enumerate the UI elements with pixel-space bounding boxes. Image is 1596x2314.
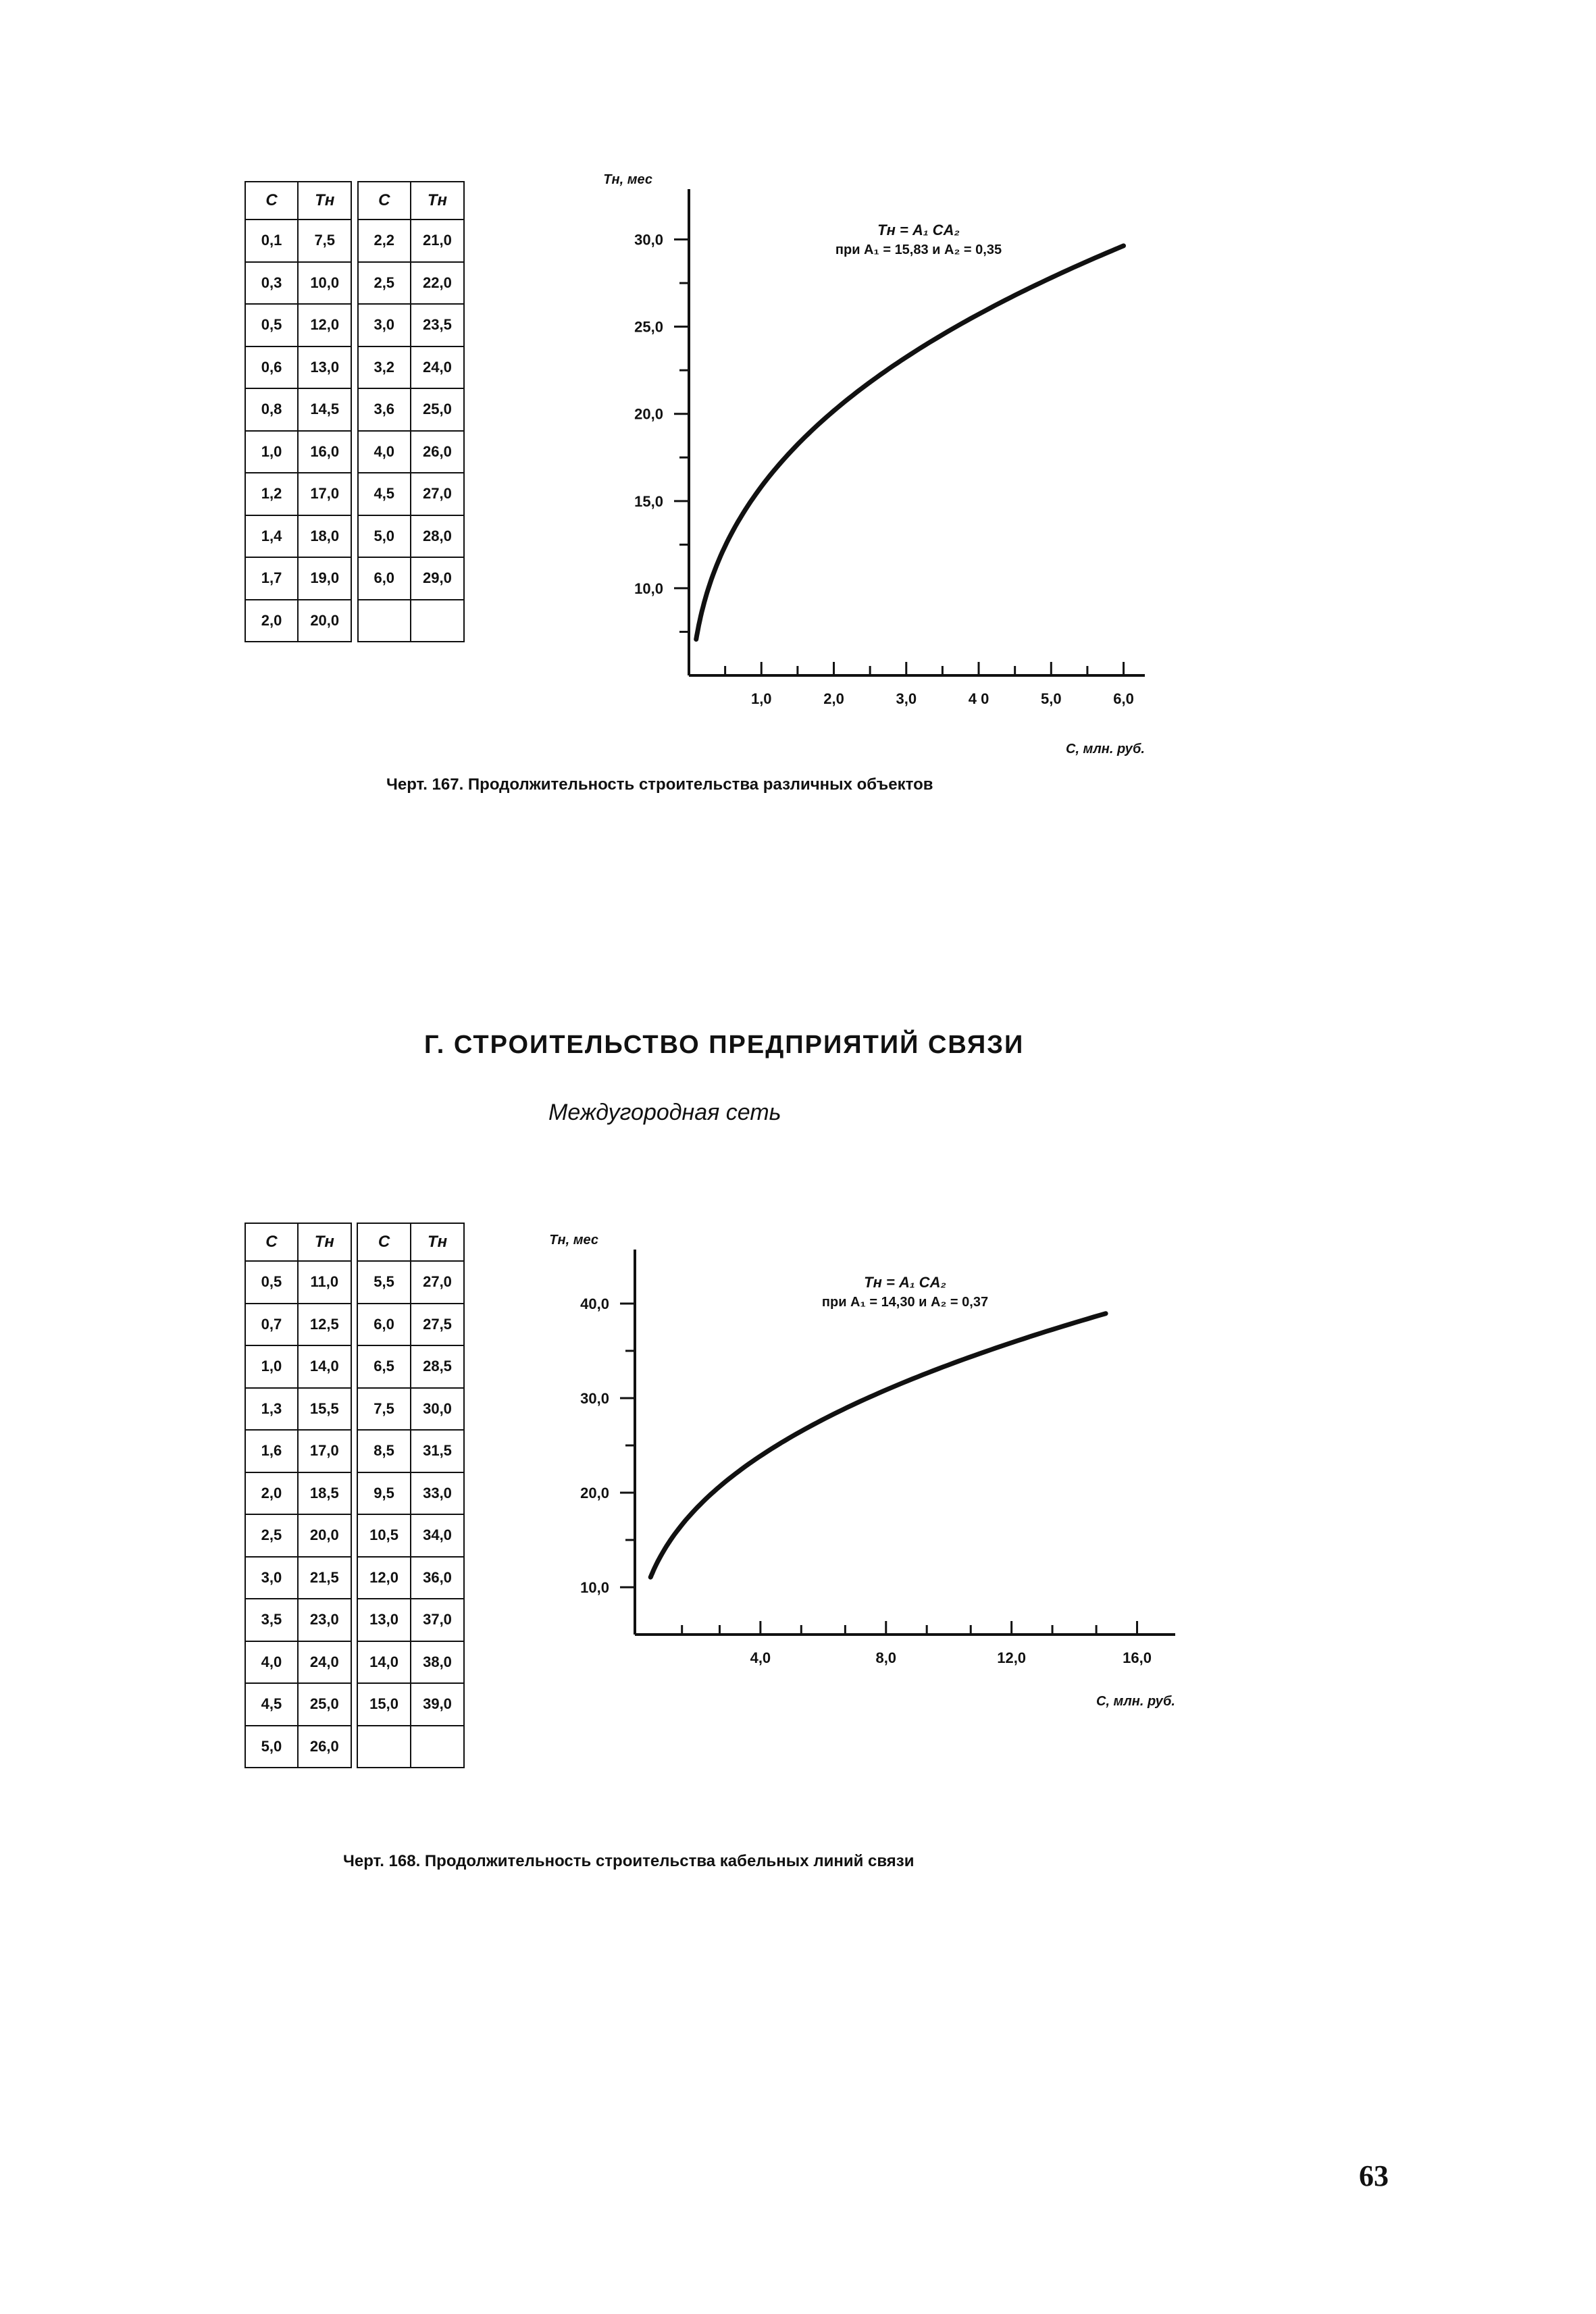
table-cell: 16,0 [298, 431, 351, 473]
table-cell: 2,2 [358, 220, 411, 262]
table-cell: 6,0 [357, 1304, 411, 1346]
table-cell: 21,5 [298, 1557, 351, 1599]
table-gap [351, 557, 357, 600]
table-row [245, 600, 464, 642]
x-tick-label: 1,0 [750, 690, 772, 707]
table-row [245, 262, 464, 305]
x-tick-label: 2,0 [823, 690, 844, 707]
table-row [245, 1430, 464, 1472]
table-cell: 33,0 [411, 1472, 464, 1515]
table-gap [351, 1223, 357, 1261]
table-cell: 10,0 [298, 262, 351, 305]
table-row [245, 1683, 464, 1726]
table-gap [351, 515, 357, 558]
table-cell: 24,0 [298, 1641, 351, 1684]
table-cell: 14,0 [298, 1345, 351, 1388]
table-cell: 3,0 [358, 304, 411, 346]
table-cell: 25,0 [298, 1683, 351, 1726]
table-cell: 24,0 [411, 346, 464, 389]
table-cell: 20,0 [298, 1514, 351, 1557]
table-gap [351, 1726, 357, 1768]
table-gap [351, 1514, 357, 1557]
formula-line-1: Tн = A₁ CA₂ [864, 1274, 946, 1291]
table-cell: 0,7 [245, 1304, 298, 1346]
table-row [245, 1345, 464, 1388]
table-header-cell: Tн [411, 182, 464, 220]
table-row [245, 1599, 464, 1641]
table-cell: 14,0 [357, 1641, 411, 1684]
table-cell: 34,0 [411, 1514, 464, 1557]
table-cell: 22,0 [411, 262, 464, 305]
table-cell: 27,0 [411, 1261, 464, 1304]
table-row [245, 1726, 464, 1768]
table-cell: 27,5 [411, 1304, 464, 1346]
table-cell: 5,0 [245, 1726, 298, 1768]
table-cell: 2,0 [245, 600, 298, 642]
table-cell: 9,5 [357, 1472, 411, 1515]
table-chart-167 [244, 181, 465, 642]
table-gap [351, 346, 357, 389]
table-cell: 1,6 [245, 1430, 298, 1472]
table-cell: 3,6 [358, 388, 411, 431]
y-tick-label: 20,0 [634, 405, 663, 423]
table-cell: 25,0 [411, 388, 464, 431]
table-gap [351, 431, 357, 473]
table-gap [351, 1557, 357, 1599]
formula-line-2: при A₁ = 15,83 и A₂ = 0,35 [835, 242, 1002, 257]
table-gap [351, 1683, 357, 1726]
table-cell: 7,5 [357, 1388, 411, 1431]
table-cell: 19,0 [298, 557, 351, 600]
series-line [696, 246, 1124, 640]
chart-167 [588, 155, 1277, 783]
table-row [245, 1514, 464, 1557]
table-cell: 17,0 [298, 473, 351, 515]
table-gap [351, 1388, 357, 1431]
table-cell: 26,0 [411, 431, 464, 473]
table-cell: 11,0 [298, 1261, 351, 1304]
table-cell [411, 1726, 464, 1768]
table-cell: 2,0 [245, 1472, 298, 1515]
table-cell: 28,5 [411, 1345, 464, 1388]
table-cell: 3,5 [245, 1599, 298, 1641]
table-cell: 1,7 [245, 557, 298, 600]
table-cell: 14,5 [298, 388, 351, 431]
table-cell [411, 600, 464, 642]
table-cell: 4,5 [358, 473, 411, 515]
y-tick-label: 30,0 [634, 231, 663, 249]
table-row [245, 557, 464, 600]
y-tick-label: 15,0 [634, 492, 663, 510]
table-cell: 23,5 [411, 304, 464, 346]
table-header-cell: C [358, 182, 411, 220]
table-cell: 30,0 [411, 1388, 464, 1431]
table-cell: 17,0 [298, 1430, 351, 1472]
table-header-row [245, 1223, 464, 1261]
table-cell: 1,0 [245, 1345, 298, 1388]
y-tick-label: 25,0 [634, 318, 663, 336]
table-cell: 23,0 [298, 1599, 351, 1641]
table-cell: 37,0 [411, 1599, 464, 1641]
table-cell: 31,5 [411, 1430, 464, 1472]
table-cell: 18,0 [298, 515, 351, 558]
table-cell: 8,5 [357, 1430, 411, 1472]
table-header-cell: Tн [298, 182, 351, 220]
y-tick-label: 10,0 [580, 1579, 609, 1596]
chart-168 [549, 1216, 1290, 1729]
x-tick-label: 5,0 [1040, 690, 1062, 707]
table-header-row [245, 182, 464, 220]
y-tick-label: 10,0 [634, 580, 663, 597]
table-cell: 15,0 [357, 1683, 411, 1726]
table-cell: 7,5 [298, 220, 351, 262]
x-tick-label: 4,0 [750, 1649, 771, 1666]
x-tick-label: 16,0 [1123, 1649, 1152, 1666]
table-row [245, 1641, 464, 1684]
table-gap [351, 1599, 357, 1641]
table-gap [351, 1304, 357, 1346]
table-cell: 4,0 [358, 431, 411, 473]
table-gap [351, 182, 357, 220]
table-cell: 0,8 [245, 388, 298, 431]
table-cell: 2,5 [245, 1514, 298, 1557]
table-cell [358, 600, 411, 642]
table-gap [351, 1430, 357, 1472]
table-cell: 5,0 [358, 515, 411, 558]
caption-chart-168: Черт. 168. Продолжительность строительства кабельных линий связи [343, 1852, 915, 1870]
table-cell: 13,0 [298, 346, 351, 389]
table-gap [351, 1261, 357, 1304]
table-cell: 0,5 [245, 1261, 298, 1304]
table-row [245, 515, 464, 558]
table-row [245, 431, 464, 473]
table-gap [351, 1345, 357, 1388]
table-gap [351, 388, 357, 431]
table-cell: 29,0 [411, 557, 464, 600]
table-row [245, 1557, 464, 1599]
table-cell: 3,0 [245, 1557, 298, 1599]
page-number: 63 [1359, 2159, 1389, 2192]
table-cell: 12,0 [357, 1557, 411, 1599]
table-cell: 38,0 [411, 1641, 464, 1684]
table-cell: 1,3 [245, 1388, 298, 1431]
table-header-cell: C [357, 1223, 411, 1261]
table-gap [351, 262, 357, 305]
table-gap [351, 600, 357, 642]
table-cell: 4,5 [245, 1683, 298, 1726]
table-cell: 3,2 [358, 346, 411, 389]
x-tick-label: 12,0 [997, 1649, 1027, 1666]
table-cell: 21,0 [411, 220, 464, 262]
table-header-cell: Tн [298, 1223, 351, 1261]
table-cell: 27,0 [411, 473, 464, 515]
table-cell: 13,0 [357, 1599, 411, 1641]
table-cell: 0,3 [245, 262, 298, 305]
x-tick-label: 3,0 [896, 690, 917, 707]
table-row [245, 1388, 464, 1431]
table-cell: 0,1 [245, 220, 298, 262]
table-cell: 1,4 [245, 515, 298, 558]
caption-chart-167: Черт. 167. Продолжительность строительства различных объектов [386, 775, 933, 794]
table-cell: 1,2 [245, 473, 298, 515]
table-chart-168 [244, 1223, 465, 1768]
table-row [245, 1261, 464, 1304]
table-gap [351, 304, 357, 346]
table-cell: 36,0 [411, 1557, 464, 1599]
table-cell: 0,6 [245, 346, 298, 389]
formula-line-1: Tн = A₁ CA₂ [877, 222, 960, 238]
table-cell: 5,5 [357, 1261, 411, 1304]
table-cell: 12,5 [298, 1304, 351, 1346]
table-row [245, 1304, 464, 1346]
y-tick-label: 40,0 [580, 1295, 609, 1312]
table-cell: 10,5 [357, 1514, 411, 1557]
x-axis-label: C, млн. руб. [1066, 742, 1145, 756]
table-cell: 18,5 [298, 1472, 351, 1515]
table-row [245, 1472, 464, 1515]
table-gap [351, 473, 357, 515]
x-axis-label: C, млн. руб. [1096, 1694, 1175, 1709]
table-cell: 28,0 [411, 515, 464, 558]
table-cell: 15,5 [298, 1388, 351, 1431]
table-gap [351, 1472, 357, 1515]
table-header-cell: Tн [411, 1223, 464, 1261]
table-row [245, 346, 464, 389]
y-axis-label: Tн, мес [549, 1233, 598, 1248]
table-header-cell: C [245, 182, 298, 220]
table-cell [357, 1726, 411, 1768]
table-gap [351, 1641, 357, 1684]
table-cell: 26,0 [298, 1726, 351, 1768]
series-line [650, 1314, 1106, 1577]
table-cell: 2,5 [358, 262, 411, 305]
table-gap [351, 220, 357, 262]
table-row [245, 304, 464, 346]
section-subheading: Междугородная сеть [548, 1100, 781, 1125]
x-tick-label: 4 0 [968, 690, 989, 707]
table-cell: 20,0 [298, 600, 351, 642]
section-heading: Г. СТРОИТЕЛЬСТВО ПРЕДПРИЯТИЙ СВЯЗИ [424, 1031, 1025, 1059]
x-tick-label: 8,0 [875, 1649, 897, 1666]
table-cell: 39,0 [411, 1683, 464, 1726]
table-cell: 6,5 [357, 1345, 411, 1388]
y-tick-label: 20,0 [580, 1485, 609, 1501]
formula-line-2: при A₁ = 14,30 и A₂ = 0,37 [821, 1295, 989, 1310]
table-row [245, 220, 464, 262]
x-tick-label: 6,0 [1113, 690, 1134, 707]
table-cell: 1,0 [245, 431, 298, 473]
table-cell: 6,0 [358, 557, 411, 600]
y-axis-label: Tн, мес [603, 172, 652, 187]
table-row [245, 473, 464, 515]
y-tick-label: 30,0 [580, 1390, 609, 1407]
table-cell: 0,5 [245, 304, 298, 346]
table-cell: 12,0 [298, 304, 351, 346]
table-header-cell: C [245, 1223, 298, 1261]
table-cell: 4,0 [245, 1641, 298, 1684]
table-row [245, 388, 464, 431]
